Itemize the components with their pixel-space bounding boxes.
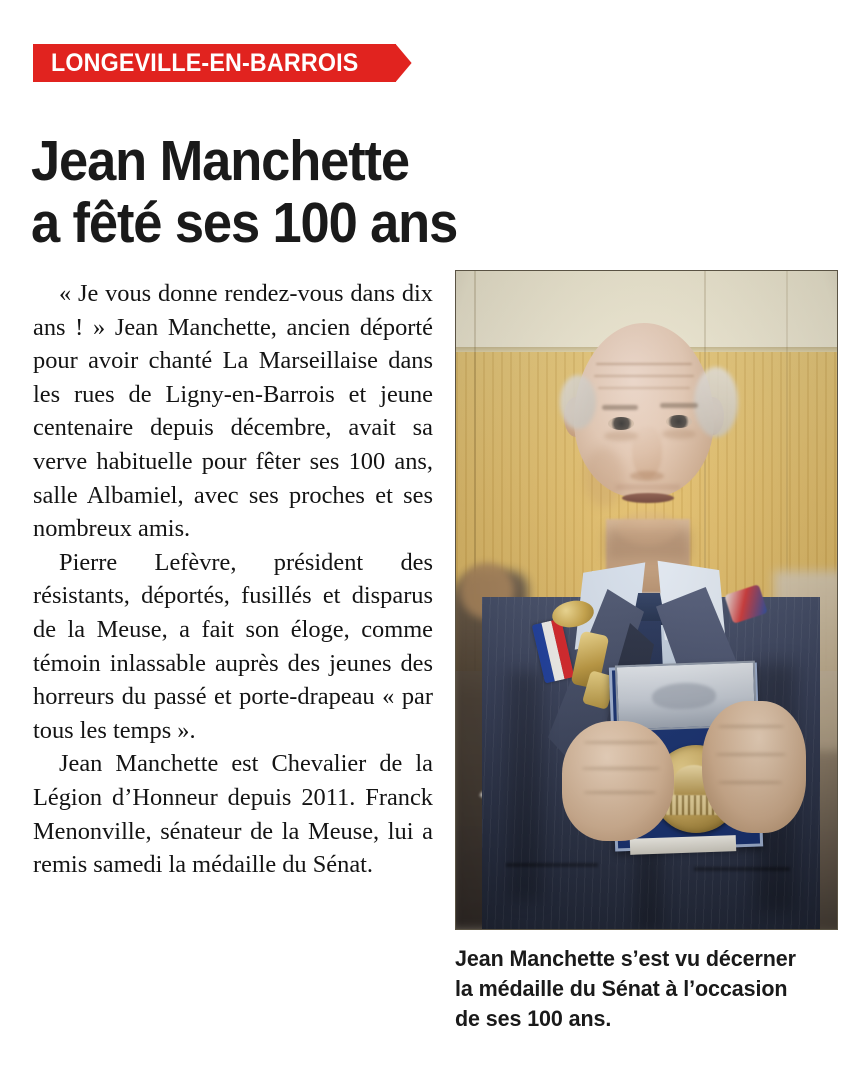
locality-name: LONGEVILLE-EN-BARROIS [51,48,359,77]
photo-caption [455,944,826,1034]
article-paragraph: Pierre Lefèvre, président des résistants, déportés, fusillés et disparus de la Meuse, a fait son éloge, comme témoin inlassable auprès des jeunes des horreurs du passé et porte-drapeau « par tous les temps ». [33,548,433,744]
locality-banner-body [33,44,396,82]
article-body [33,277,433,882]
caption-line-3: de ses 100 ans. [455,1006,612,1031]
article-paragraph: Jean Manchette est Chevalier de la Légion d’Honneur depuis 2011. Franck Menonville, sénateur de la Meuse, lui a remis samedi la médaille du Sénat. [33,750,433,879]
caption-line-2: la médaille du Sénat à l’occasion [455,976,788,1001]
headline-line-1: Jean Manchette [31,129,409,194]
photo-vignette [456,271,837,929]
article-paragraph: « Je vous donne rendez-vous dans dix ans ! » Jean Manchette, ancien déporté pour avoir chanté La Marseillaise dans les rues de Ligny-en-Barrois et jeune centenaire depuis décembre, avait sa verve habituelle pour fêter ses 100 ans, salle Albamiel, avec ses proches et ses nombreux amis. [33,280,433,543]
page-title [31,130,620,254]
locality-banner [33,44,412,82]
banner-arrow-icon [396,44,412,82]
headline-line-2: a fêté ses 100 ans [31,191,458,256]
article-photo [455,270,838,930]
caption-line-1: Jean Manchette s’est vu décerner [455,946,796,971]
